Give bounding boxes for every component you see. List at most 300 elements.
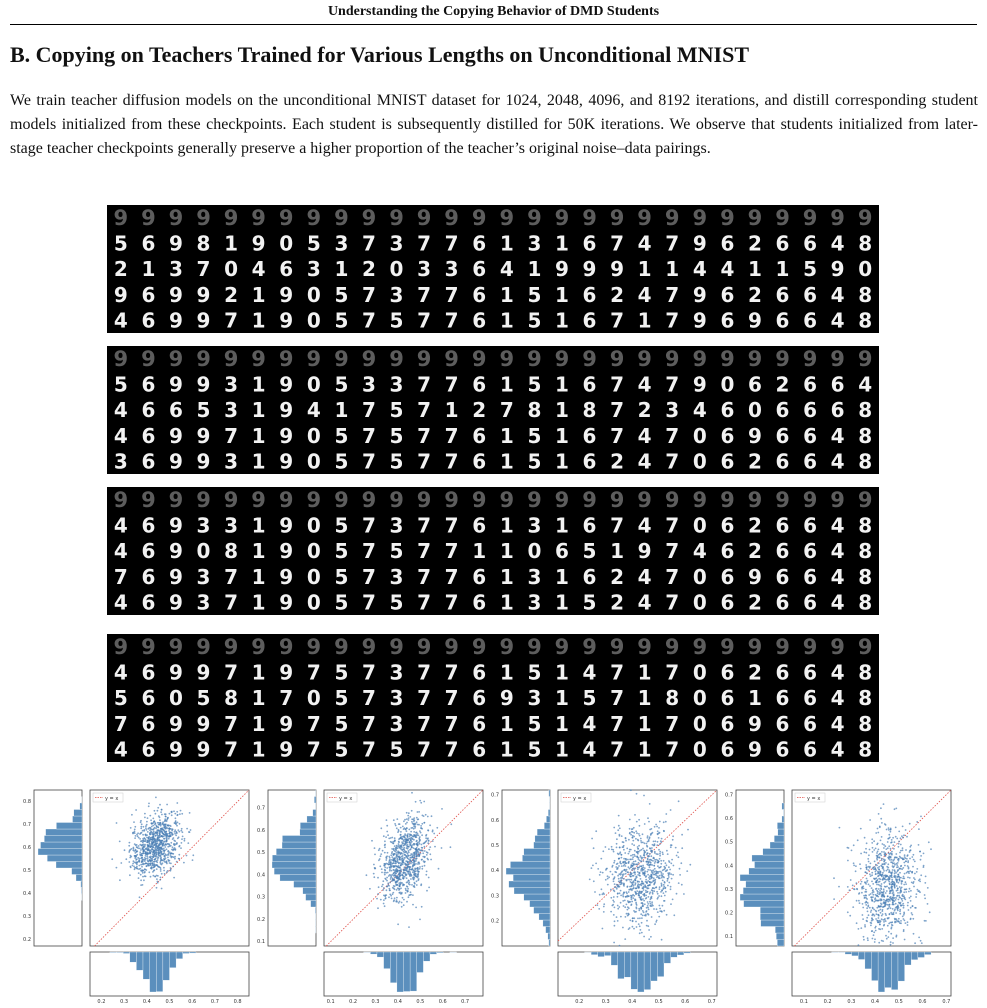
scatter-point	[898, 858, 900, 860]
scatter-point	[903, 834, 905, 836]
y-tick-label: 0.5	[491, 843, 499, 850]
scatter-point	[638, 862, 640, 864]
scatter-point	[390, 837, 392, 839]
scatter-point	[878, 888, 880, 890]
digit-cell: 0	[692, 423, 707, 448]
scatter-point	[163, 848, 165, 850]
scatter-point	[411, 841, 413, 843]
digit-cell: 2	[610, 282, 625, 307]
scatter-point	[882, 843, 884, 845]
digit-cell: 9	[279, 590, 294, 615]
scatter-point	[909, 888, 911, 890]
blurred-digit: 9	[416, 488, 432, 512]
digit-cell: 6	[803, 564, 818, 589]
scatter-point	[898, 899, 900, 901]
digit-cell: 4	[830, 590, 845, 615]
scatter-point	[869, 873, 871, 875]
scatter-point	[890, 896, 892, 898]
scatter-point	[865, 904, 867, 906]
scatter-point	[618, 878, 620, 880]
scatter-point	[890, 941, 892, 943]
scatter-point	[629, 879, 631, 881]
scatter-point	[152, 825, 154, 827]
scatter-point	[883, 899, 885, 901]
scatter-point	[164, 873, 166, 875]
scatter-point	[134, 852, 136, 854]
scatter-point	[589, 879, 591, 881]
histogram-bar	[832, 952, 839, 953]
x-tick-label: 0.6	[438, 999, 447, 1005]
scatter-point	[884, 864, 886, 866]
scatter-point	[895, 903, 897, 905]
scatter-point	[154, 864, 156, 866]
scatter-point	[140, 849, 142, 851]
digit-cell: 3	[527, 513, 542, 538]
scatter-point	[411, 821, 413, 823]
scatter-point	[647, 855, 649, 857]
scatter-point	[390, 878, 392, 880]
scatter-point	[408, 817, 410, 819]
scatter-point	[865, 852, 867, 854]
digit-cell: 0	[692, 449, 707, 474]
scatter-point	[434, 846, 436, 848]
digit-cell: 7	[665, 737, 680, 762]
scatter-point	[413, 863, 415, 865]
scatter-point	[853, 844, 855, 846]
scatter-point	[874, 915, 876, 917]
scatter-point	[643, 795, 645, 797]
digit-cell: 0	[858, 257, 873, 282]
scatter-point	[647, 903, 649, 905]
scatter-point	[157, 827, 159, 829]
scatter-point	[919, 891, 921, 893]
histogram-bar	[404, 952, 411, 992]
scatter-point	[417, 873, 419, 875]
scatter-point	[416, 850, 418, 852]
digit-cell: 4	[113, 398, 128, 423]
digit-cell: 7	[224, 737, 239, 762]
digit-cell: 7	[444, 308, 459, 333]
scatter-point	[624, 938, 626, 940]
digit-cell: 1	[251, 686, 266, 711]
scatter-point	[892, 902, 894, 904]
scatter-point	[897, 874, 899, 876]
scatter-point	[863, 936, 865, 938]
digit-cell: 6	[582, 564, 597, 589]
scatter-point	[890, 928, 892, 930]
scatter-point	[599, 894, 601, 896]
blurred-digit: 9	[527, 347, 542, 371]
scatter-point	[859, 902, 861, 904]
digit-cell: 7	[665, 449, 680, 474]
digit-cell: 5	[389, 539, 404, 564]
scatter-point	[643, 872, 645, 874]
scatter-point	[849, 915, 851, 917]
scatter-point	[686, 870, 688, 872]
scatter-point	[384, 874, 386, 876]
digit-cell: 6	[803, 372, 818, 397]
digit-cell: 2	[747, 660, 762, 685]
scatter-point	[862, 914, 864, 916]
scatter-point	[877, 851, 879, 853]
scatter-point	[427, 816, 429, 818]
scatter-point	[646, 871, 648, 873]
scatter-point	[602, 872, 604, 874]
scatter-point	[396, 889, 398, 891]
histogram-bar	[189, 952, 196, 953]
blurred-digit: 9	[251, 347, 266, 371]
scatter-point	[679, 874, 681, 876]
scatter-point	[637, 885, 639, 887]
legend-label: y = x	[105, 796, 119, 802]
blurred-digit: 9	[499, 635, 515, 659]
histogram-bar	[778, 829, 784, 836]
scatter-point	[883, 890, 885, 892]
scatter-point	[887, 917, 889, 919]
scatter-point	[131, 814, 133, 816]
digit-cell: 1	[251, 449, 266, 474]
histogram-bar	[677, 952, 684, 955]
scatter-point	[654, 851, 656, 853]
scatter-point	[657, 893, 659, 895]
scatter-point	[868, 861, 870, 863]
scatter-point	[903, 912, 905, 914]
digit-cell: 6	[472, 660, 487, 685]
scatter-point	[141, 869, 143, 871]
digit-cell: 4	[637, 372, 652, 397]
scatter-point	[384, 869, 386, 871]
scatter-point	[869, 849, 871, 851]
scatter-point	[670, 888, 672, 890]
scatter-point	[657, 865, 659, 867]
scatter-point	[862, 918, 864, 920]
scatter-point	[139, 844, 141, 846]
scatter-point	[666, 850, 668, 852]
scatter-point	[141, 840, 143, 842]
histogram-bar	[282, 836, 316, 843]
scatter-point	[898, 843, 900, 845]
scatter-point	[886, 829, 888, 831]
digit-cell: 7	[279, 686, 294, 711]
digit-cell: 5	[527, 282, 542, 307]
digit-cell: 2	[472, 398, 487, 423]
scatter-point	[428, 877, 430, 879]
scatter-point	[151, 858, 153, 860]
scatter-point	[875, 926, 877, 928]
scatter-point	[148, 805, 150, 807]
scatter-point	[886, 938, 888, 940]
scatter-point	[617, 829, 619, 831]
scatter-point	[407, 873, 409, 875]
scatter-point	[897, 892, 899, 894]
scatter-point	[612, 874, 614, 876]
blurred-digit: 9	[554, 488, 570, 512]
scatter-point	[647, 869, 649, 871]
histogram-bar	[744, 901, 784, 908]
scatter-point	[642, 869, 644, 871]
scatter-point	[654, 923, 656, 925]
x-tick-label: 0.3	[371, 999, 380, 1005]
scatter-point	[432, 829, 434, 831]
scatter-point	[416, 847, 418, 849]
scatter-point	[174, 856, 176, 858]
scatter-point	[608, 848, 610, 850]
scatter-point	[871, 842, 873, 844]
scatter-point	[866, 866, 868, 868]
scatter-point	[660, 841, 662, 843]
digit-cell: 5	[334, 449, 349, 474]
digit-cell: 1	[554, 686, 569, 711]
scatter-point	[878, 849, 880, 851]
scatter-point	[642, 883, 644, 885]
blurred-digit: 9	[416, 347, 432, 371]
scatter-point	[859, 863, 861, 865]
scatter-point	[407, 844, 409, 846]
digit-cell: 1	[251, 308, 266, 333]
scatter-point	[870, 863, 872, 865]
digit-cell: 8	[858, 737, 873, 762]
digit-cell: 5	[527, 711, 542, 736]
scatter-point	[670, 903, 672, 905]
scatter-point	[625, 840, 627, 842]
scatter-point	[649, 884, 651, 886]
digit-cell: 9	[251, 231, 266, 256]
scatter-point	[620, 880, 622, 882]
scatter-point	[160, 855, 162, 857]
scatter-point	[913, 877, 915, 879]
scatter-point	[632, 926, 634, 928]
scatter-point	[651, 897, 653, 899]
histogram-bar	[311, 901, 316, 908]
scatter-point	[658, 849, 660, 851]
scatter-point	[406, 882, 408, 884]
scatter-point	[904, 865, 906, 867]
scatter-point	[391, 842, 393, 844]
digit-cell: 3	[389, 711, 404, 736]
scatter-point	[900, 844, 902, 846]
digit-cell: 1	[637, 308, 652, 333]
digit-cell: 5	[389, 590, 404, 615]
scatter-point	[603, 903, 605, 905]
blurred-digit: 9	[141, 206, 156, 230]
histogram-bar	[163, 952, 170, 980]
scatter-point	[161, 873, 163, 875]
scatter-point	[410, 878, 412, 880]
scatter-point	[883, 893, 885, 895]
digit-cell: 8	[858, 539, 873, 564]
scatter-point	[663, 877, 665, 879]
scatter-point	[169, 831, 171, 833]
scatter-point	[889, 922, 891, 924]
blurred-digit: 9	[471, 347, 487, 371]
digit-cell: 6	[775, 231, 790, 256]
scatter-point	[887, 867, 889, 869]
digit-cell: 5	[306, 231, 321, 256]
histogram-bar	[546, 816, 550, 823]
scatter-point	[661, 883, 663, 885]
digit-cell: 5	[334, 590, 349, 615]
scatter-point	[167, 846, 169, 848]
digit-cell: 7	[224, 711, 239, 736]
digit-cell: 7	[444, 372, 459, 397]
scatter-point	[867, 858, 869, 860]
scatter-point	[852, 885, 854, 887]
scatter-point	[155, 860, 157, 862]
scatter-point	[148, 846, 150, 848]
scatter-point	[603, 893, 605, 895]
scatter-point	[396, 855, 398, 857]
scatter-point	[893, 913, 895, 915]
digit-cell: 0	[168, 686, 183, 711]
blurred-digit: 9	[168, 488, 184, 512]
digit-cell: 4	[637, 513, 652, 538]
scatter-point	[659, 821, 661, 823]
scatter-point	[161, 831, 163, 833]
scatter-point	[396, 859, 398, 861]
scatter-point	[903, 907, 905, 909]
scatter-point	[649, 853, 651, 855]
scatter-point	[872, 938, 874, 940]
x-tick-label: 0.5	[416, 999, 425, 1005]
scatter-point	[858, 928, 860, 930]
scatter-point	[622, 894, 624, 896]
scatter-point	[395, 861, 397, 863]
scatter-point	[632, 918, 634, 920]
digit-cell: 6	[582, 231, 597, 256]
scatter-point	[184, 840, 186, 842]
scatter-point	[681, 847, 683, 849]
digit-cell: 7	[444, 423, 459, 448]
scatter-point	[617, 893, 619, 895]
scatter-point	[662, 853, 664, 855]
scatter-point	[902, 849, 904, 851]
scatter-point	[644, 823, 646, 825]
scatter-point	[381, 886, 383, 888]
scatter-point	[890, 933, 892, 935]
scatter-point	[426, 834, 428, 836]
scatter-point	[861, 881, 863, 883]
scatter-point	[371, 840, 373, 842]
digit-cell: 7	[444, 449, 459, 474]
blurred-digit: 9	[637, 635, 652, 659]
scatter-point	[178, 831, 180, 833]
x-tick-label: 0.4	[393, 999, 402, 1005]
scatter-point	[401, 838, 403, 840]
scatter-point	[620, 890, 622, 892]
scatter-point	[614, 871, 616, 873]
scatter-point	[888, 878, 890, 880]
scatter-point	[414, 824, 416, 826]
scatter-point	[877, 922, 879, 924]
digit-cell: 0	[306, 590, 321, 615]
histogram-bar	[76, 875, 82, 882]
scatter-point	[628, 889, 630, 891]
digit-cell: 4	[582, 711, 597, 736]
scatter-point	[617, 920, 619, 922]
scatter-point	[906, 888, 908, 890]
scatter-point	[419, 843, 421, 845]
scatter-point	[866, 917, 868, 919]
blurred-digit: 9	[830, 347, 845, 371]
scatter-point	[654, 844, 656, 846]
scatter-point	[144, 838, 146, 840]
scatter-point	[905, 849, 907, 851]
scatter-point	[406, 867, 408, 869]
scatter-point	[642, 905, 644, 907]
y-tick-label: 0.3	[491, 893, 499, 900]
scatter-point	[397, 871, 399, 873]
scatter-point	[627, 906, 629, 908]
scatter-point	[895, 808, 897, 810]
scatter-point	[389, 868, 391, 870]
scatter-point	[441, 847, 443, 849]
scatter-point	[883, 803, 885, 805]
scatter-point	[644, 851, 646, 853]
scatter-point	[438, 868, 440, 870]
scatter-point	[913, 881, 915, 883]
y-tick-label: 0.1	[257, 939, 265, 946]
scatter-point	[667, 878, 669, 880]
digit-cell: 1	[499, 711, 514, 736]
histogram-bar	[513, 875, 550, 882]
scatter-point	[645, 911, 647, 913]
digit-grid-8192	[107, 634, 879, 762]
histogram-bar	[774, 836, 784, 843]
digit-cell: 6	[803, 423, 818, 448]
digit-cell: 4	[637, 564, 652, 589]
blurred-digit: 9	[389, 488, 404, 512]
scatter-point	[905, 881, 907, 883]
digit-cell: 6	[472, 711, 487, 736]
digit-cell: 2	[747, 513, 762, 538]
scatter-point	[911, 872, 913, 874]
scatter-point	[619, 945, 621, 947]
blurred-digit: 9	[720, 488, 735, 512]
scatter-point	[879, 826, 881, 828]
scatter-point	[892, 883, 894, 885]
scatter-point	[653, 877, 655, 879]
scatter-point	[640, 885, 642, 887]
scatter-point	[179, 823, 181, 825]
y-tick-label: 0.3	[725, 887, 733, 893]
scatter-point	[637, 918, 639, 920]
digit-cell: 7	[665, 308, 680, 333]
digit-cell: 3	[389, 564, 404, 589]
scatter-point	[616, 843, 618, 845]
blurred-digit: 9	[664, 635, 680, 659]
digit-cell: 5	[334, 372, 349, 397]
scatter-point	[392, 887, 394, 889]
scatter-point	[866, 920, 868, 922]
scatter-point	[856, 888, 858, 890]
digit-cell: 4	[830, 660, 845, 685]
digit-cell: 8	[224, 686, 239, 711]
scatter-point	[882, 919, 884, 921]
digit-cell: 0	[692, 737, 707, 762]
digit-cell: 7	[444, 564, 459, 589]
digit-cell: 7	[361, 398, 376, 423]
histogram-bar	[743, 888, 784, 895]
scatter-point	[421, 844, 423, 846]
scatter-point	[632, 858, 634, 860]
scatter-point	[661, 911, 663, 913]
scatter-point	[650, 834, 652, 836]
digit-cell: 7	[224, 564, 239, 589]
histogram-bar	[770, 842, 784, 849]
scatter-point	[620, 895, 622, 897]
scatter-point	[395, 852, 397, 854]
scatter-point	[183, 862, 185, 864]
